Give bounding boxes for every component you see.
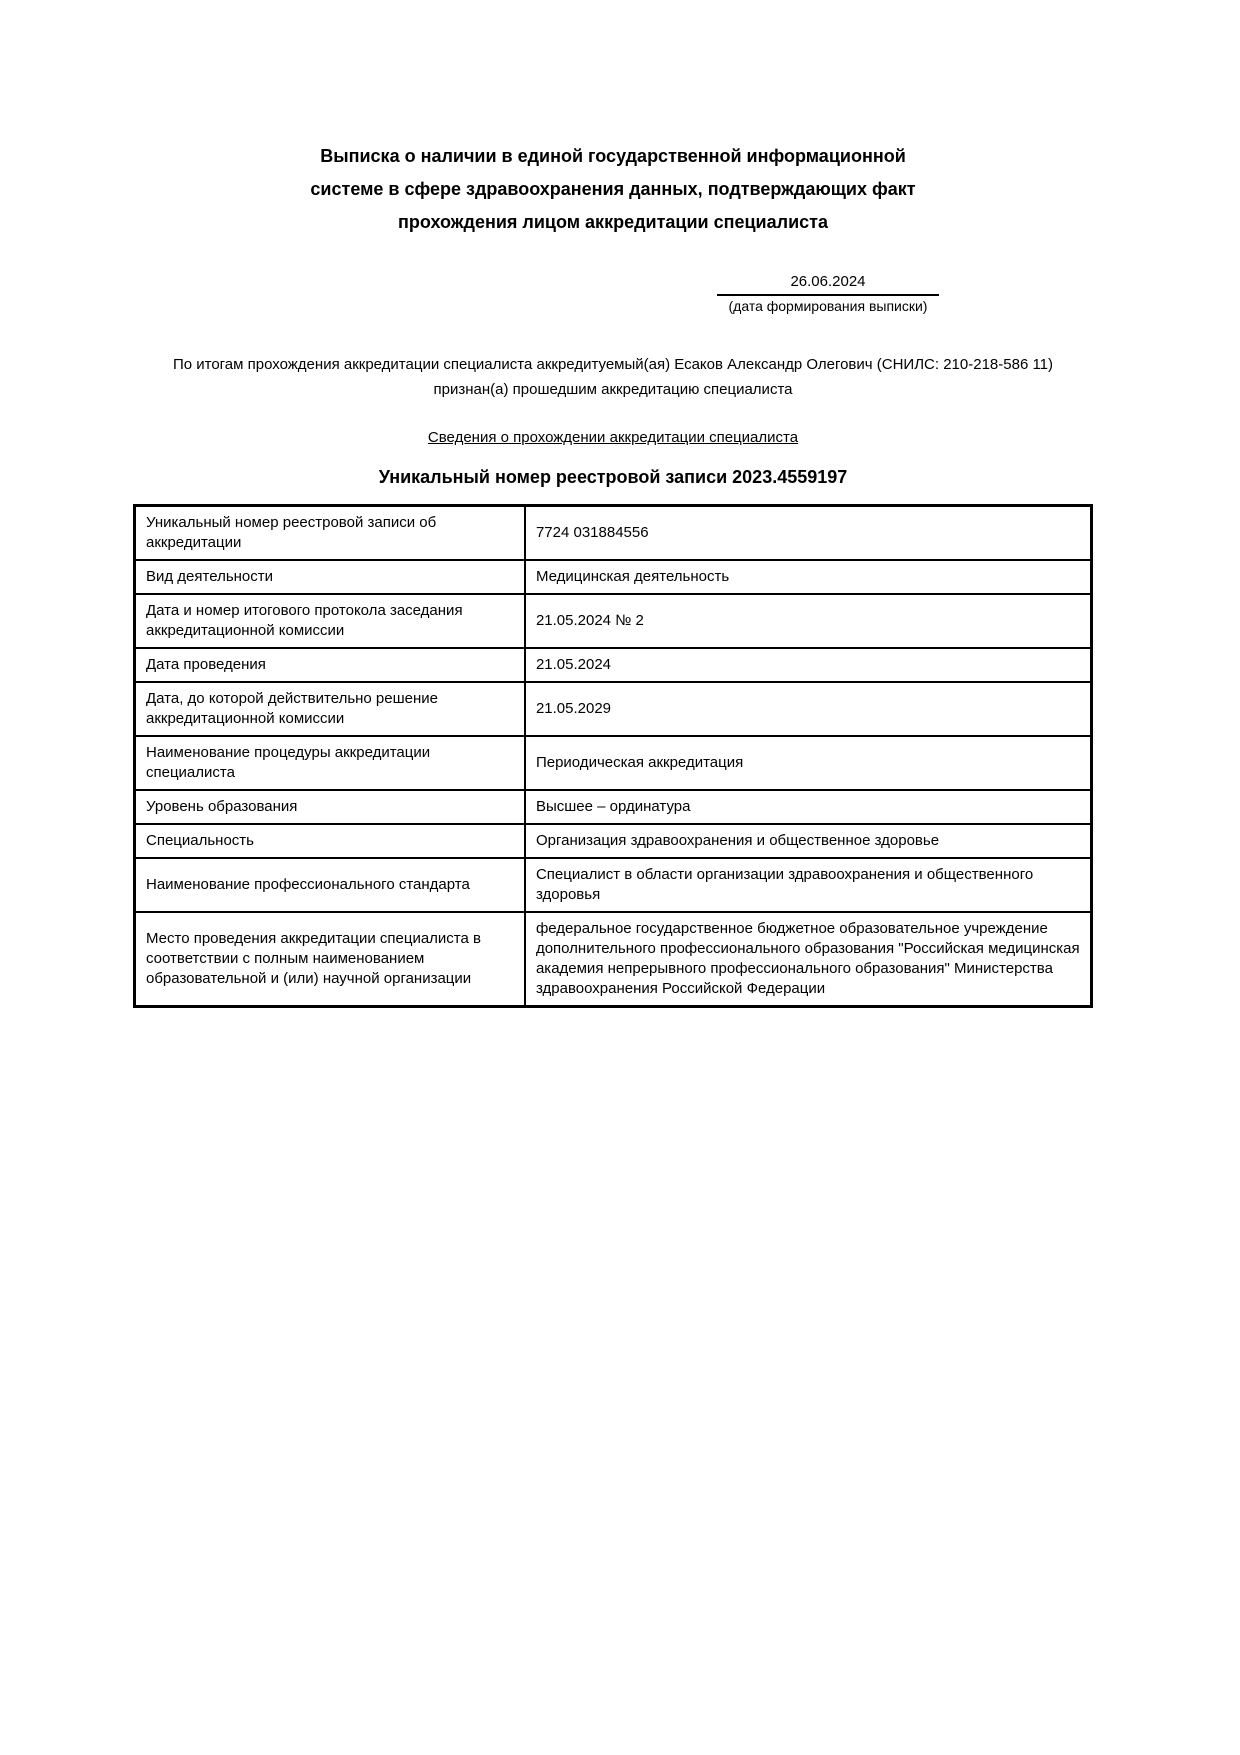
row-label: Дата и номер итогового протокола заседания аккредитационной комиссии [135,594,525,648]
row-label: Уникальный номер реестровой записи об аккредитации [135,506,525,561]
accreditation-table-body [135,506,1092,1007]
accreditation-table [133,504,1093,1008]
row-label: Дата проведения [135,648,525,682]
table-row [135,682,1092,736]
row-label: Место проведения аккредитации специалиста в соответствии с полным наименованием образовательной и (или) научной организации [135,912,525,1007]
table-row [135,560,1092,594]
row-value: федеральное государственное бюджетное образовательное учреждение дополнительного профессионального образования "Российская медицинская академия непрерывного профессионального образования" Министерства здравоохранения Российской Федерации [525,912,1092,1007]
row-value: 21.05.2024 [525,648,1092,682]
row-label: Уровень образования [135,790,525,824]
registry-number-heading: Уникальный номер реестровой записи 2023.4559197 [378,467,848,487]
document-title-line-1: Выписка о наличии в единой государственной информационной [320,146,906,166]
table-row [135,858,1092,912]
row-value: 21.05.2029 [525,682,1092,736]
row-label: Наименование процедуры аккредитации специалиста [135,736,525,790]
intro-line-2: признан(а) прошедшим аккредитацию специалиста [433,381,793,398]
table-row [135,912,1092,1007]
row-value: Специалист в области организации здравоохранения и общественного здоровья [525,858,1092,912]
extract-date-caption: (дата формирования выписки) [728,298,928,314]
row-label: Специальность [135,824,525,858]
table-row [135,594,1092,648]
document-title-line-2: системе в сфере здравоохранения данных, подтверждающих факт [310,179,916,199]
row-value: Организация здравоохранения и общественное здоровье [525,824,1092,858]
row-value: 7724 031884556 [525,506,1092,561]
row-value: Периодическая аккредитация [525,736,1092,790]
document-title [133,140,1093,239]
table-row [135,506,1092,561]
table-row [135,790,1092,824]
row-label: Дата, до которой действительно решение аккредитационной комиссии [135,682,525,736]
document-title-line-3: прохождения лицом аккредитации специалиста [398,212,828,232]
section-heading: Сведения о прохождении аккредитации специалиста [427,429,799,446]
row-value: Высшее – ординатура [525,790,1092,824]
intro-line-1: По итогам прохождения аккредитации специалиста аккредитуемый(ая) Есаков Александр Олегович (СНИЛС: 210-218-586 11) [172,356,1054,373]
table-row [135,824,1092,858]
extract-date-block [717,271,939,316]
table-row [135,736,1092,790]
extract-date: 26.06.2024 [717,271,939,296]
row-value: 21.05.2024 № 2 [525,594,1092,648]
table-row [135,648,1092,682]
row-value: Медицинская деятельность [525,560,1092,594]
row-label: Наименование профессионального стандарта [135,858,525,912]
row-label: Вид деятельности [135,560,525,594]
intro-paragraph [133,352,1093,402]
